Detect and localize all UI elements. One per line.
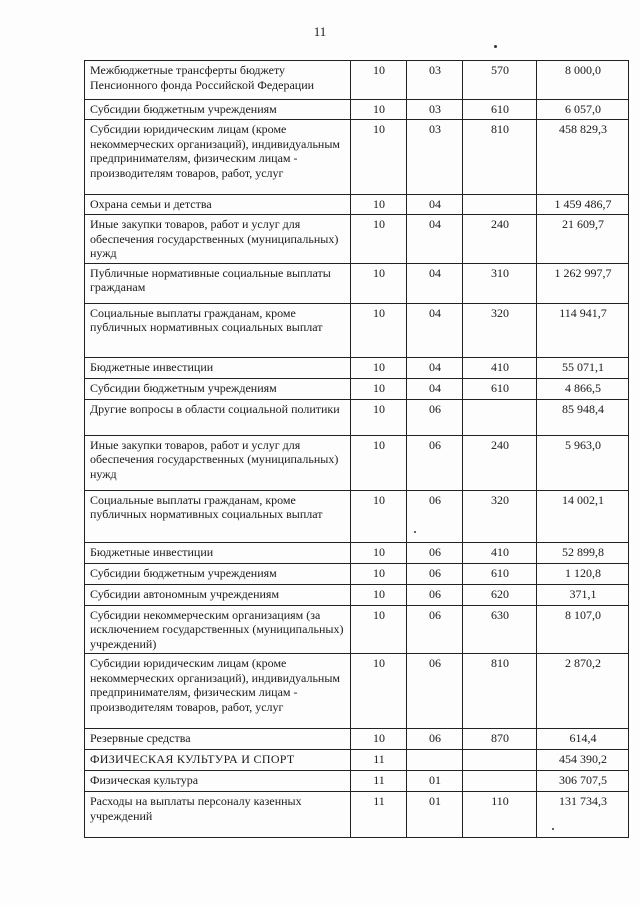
row-amount: 2 870,2 bbox=[537, 654, 629, 729]
row-name: Субсидии юридическим лицам (кроме некоммерческих организаций), индивидуальным предпринимателям, физическим лицам - производителям товаров, работ, услуг bbox=[85, 654, 351, 729]
row-subsection: 06 bbox=[407, 542, 463, 563]
row-subsection: 03 bbox=[407, 100, 463, 120]
row-section: 10 bbox=[351, 584, 407, 605]
table-row bbox=[85, 357, 629, 378]
table-row bbox=[85, 654, 629, 729]
row-expense-type: 240 bbox=[463, 435, 537, 490]
row-name: Иные закупки товаров, работ и услуг для обеспечения государственных (муниципальных) нужд bbox=[85, 215, 351, 264]
page-number: 11 bbox=[313, 24, 327, 39]
row-subsection: 03 bbox=[407, 61, 463, 100]
row-name: Социальные выплаты гражданам, кроме публичных нормативных социальных выплат bbox=[85, 490, 351, 542]
table-row bbox=[85, 120, 629, 195]
row-expense-type: 320 bbox=[463, 303, 537, 357]
table-row bbox=[85, 399, 629, 435]
row-name: ФИЗИЧЕСКАЯ КУЛЬТУРА И СПОРТ bbox=[85, 750, 351, 771]
row-subsection: 06 bbox=[407, 490, 463, 542]
row-amount: 371,1 bbox=[537, 584, 629, 605]
table-row bbox=[85, 215, 629, 264]
row-subsection: 06 bbox=[407, 729, 463, 750]
row-name: Бюджетные инвестиции bbox=[85, 357, 351, 378]
row-name: Другие вопросы в области социальной политики bbox=[85, 399, 351, 435]
row-subsection: 04 bbox=[407, 303, 463, 357]
row-section: 10 bbox=[351, 542, 407, 563]
row-subsection: 04 bbox=[407, 357, 463, 378]
row-expense-type: 570 bbox=[463, 61, 537, 100]
row-expense-type: 610 bbox=[463, 563, 537, 584]
row-expense-type: 630 bbox=[463, 605, 537, 654]
row-section: 10 bbox=[351, 378, 407, 399]
row-name: Субсидии юридическим лицам (кроме некоммерческих организаций), индивидуальным предпринимателям, физическим лицам - производителям товаров, работ, услуг bbox=[85, 120, 351, 195]
budget-table bbox=[84, 60, 629, 838]
row-subsection: 01 bbox=[407, 792, 463, 838]
table-row bbox=[85, 435, 629, 490]
row-section: 10 bbox=[351, 263, 407, 303]
row-expense-type: 610 bbox=[463, 100, 537, 120]
table-row bbox=[85, 490, 629, 542]
row-name: Социальные выплаты гражданам, кроме публичных нормативных социальных выплат bbox=[85, 303, 351, 357]
row-amount: 306 707,5 bbox=[537, 771, 629, 792]
row-subsection: 04 bbox=[407, 378, 463, 399]
row-subsection: 06 bbox=[407, 654, 463, 729]
table-row bbox=[85, 750, 629, 771]
row-name: Межбюджетные трансферты бюджету Пенсионного фонда Российской Федерации bbox=[85, 61, 351, 100]
row-section: 11 bbox=[351, 792, 407, 838]
row-amount: 454 390,2 bbox=[537, 750, 629, 771]
row-expense-type: 110 bbox=[463, 792, 537, 838]
table-row bbox=[85, 792, 629, 838]
table-row bbox=[85, 584, 629, 605]
row-amount: 21 609,7 bbox=[537, 215, 629, 264]
row-name: Субсидии бюджетным учреждениям bbox=[85, 100, 351, 120]
row-subsection: 06 bbox=[407, 584, 463, 605]
table-row bbox=[85, 729, 629, 750]
row-expense-type: 240 bbox=[463, 215, 537, 264]
row-section: 10 bbox=[351, 605, 407, 654]
row-subsection: 06 bbox=[407, 563, 463, 584]
table-row bbox=[85, 61, 629, 100]
row-section: 10 bbox=[351, 729, 407, 750]
row-section: 10 bbox=[351, 435, 407, 490]
row-subsection: 06 bbox=[407, 435, 463, 490]
row-amount: 85 948,4 bbox=[537, 399, 629, 435]
row-name: Субсидии некоммерческим организациям (за исключением государственных (муниципальных) учреждений) bbox=[85, 605, 351, 654]
table-row bbox=[85, 605, 629, 654]
row-name: Субсидии бюджетным учреждениям bbox=[85, 563, 351, 584]
row-subsection: 06 bbox=[407, 399, 463, 435]
row-section: 10 bbox=[351, 563, 407, 584]
row-name: Иные закупки товаров, работ и услуг для обеспечения государственных (муниципальных) нужд bbox=[85, 435, 351, 490]
row-section: 11 bbox=[351, 771, 407, 792]
row-expense-type: 410 bbox=[463, 357, 537, 378]
row-expense-type: 310 bbox=[463, 263, 537, 303]
table-row bbox=[85, 195, 629, 215]
row-name: Физическая культура bbox=[85, 771, 351, 792]
row-subsection: 06 bbox=[407, 605, 463, 654]
row-section: 10 bbox=[351, 100, 407, 120]
row-subsection: 04 bbox=[407, 215, 463, 264]
row-name: Публичные нормативные социальные выплаты гражданам bbox=[85, 263, 351, 303]
row-amount: 1 120,8 bbox=[537, 563, 629, 584]
row-amount: 8 107,0 bbox=[537, 605, 629, 654]
row-section: 10 bbox=[351, 120, 407, 195]
row-amount: 131 734,3 bbox=[537, 792, 629, 838]
row-amount: 55 071,1 bbox=[537, 357, 629, 378]
row-amount: 1 262 997,7 bbox=[537, 263, 629, 303]
row-expense-type bbox=[463, 399, 537, 435]
row-subsection: 04 bbox=[407, 263, 463, 303]
table-row bbox=[85, 542, 629, 563]
row-amount: 614,4 bbox=[537, 729, 629, 750]
row-expense-type bbox=[463, 195, 537, 215]
row-amount: 4 866,5 bbox=[537, 378, 629, 399]
table-row bbox=[85, 303, 629, 357]
row-section: 10 bbox=[351, 215, 407, 264]
row-expense-type: 320 bbox=[463, 490, 537, 542]
row-expense-type bbox=[463, 771, 537, 792]
row-section: 10 bbox=[351, 357, 407, 378]
row-amount: 1 459 486,7 bbox=[537, 195, 629, 215]
table-row bbox=[85, 378, 629, 399]
row-expense-type: 870 bbox=[463, 729, 537, 750]
row-amount: 52 899,8 bbox=[537, 542, 629, 563]
row-section: 10 bbox=[351, 490, 407, 542]
row-subsection: 01 bbox=[407, 771, 463, 792]
row-name: Субсидии автономным учреждениям bbox=[85, 584, 351, 605]
row-expense-type: 810 bbox=[463, 120, 537, 195]
row-section: 10 bbox=[351, 399, 407, 435]
row-subsection bbox=[407, 750, 463, 771]
row-section: 10 bbox=[351, 61, 407, 100]
row-amount: 114 941,7 bbox=[537, 303, 629, 357]
table-row bbox=[85, 100, 629, 120]
row-amount: 8 000,0 bbox=[537, 61, 629, 100]
row-name: Субсидии бюджетным учреждениям bbox=[85, 378, 351, 399]
row-expense-type: 620 bbox=[463, 584, 537, 605]
row-amount: 6 057,0 bbox=[537, 100, 629, 120]
row-section: 10 bbox=[351, 654, 407, 729]
row-amount: 14 002,1 bbox=[537, 490, 629, 542]
row-subsection: 04 bbox=[407, 195, 463, 215]
row-expense-type: 410 bbox=[463, 542, 537, 563]
row-expense-type: 610 bbox=[463, 378, 537, 399]
row-name: Охрана семьи и детства bbox=[85, 195, 351, 215]
row-amount: 5 963,0 bbox=[537, 435, 629, 490]
row-expense-type bbox=[463, 750, 537, 771]
row-name: Резервные средства bbox=[85, 729, 351, 750]
row-section: 10 bbox=[351, 195, 407, 215]
scan-speck bbox=[494, 45, 497, 48]
row-name: Бюджетные инвестиции bbox=[85, 542, 351, 563]
row-name: Расходы на выплаты персоналу казенных учреждений bbox=[85, 792, 351, 838]
table-row bbox=[85, 263, 629, 303]
row-amount: 458 829,3 bbox=[537, 120, 629, 195]
row-section: 11 bbox=[351, 750, 407, 771]
table-row bbox=[85, 563, 629, 584]
row-expense-type: 810 bbox=[463, 654, 537, 729]
table-row bbox=[85, 771, 629, 792]
row-subsection: 03 bbox=[407, 120, 463, 195]
row-section: 10 bbox=[351, 303, 407, 357]
